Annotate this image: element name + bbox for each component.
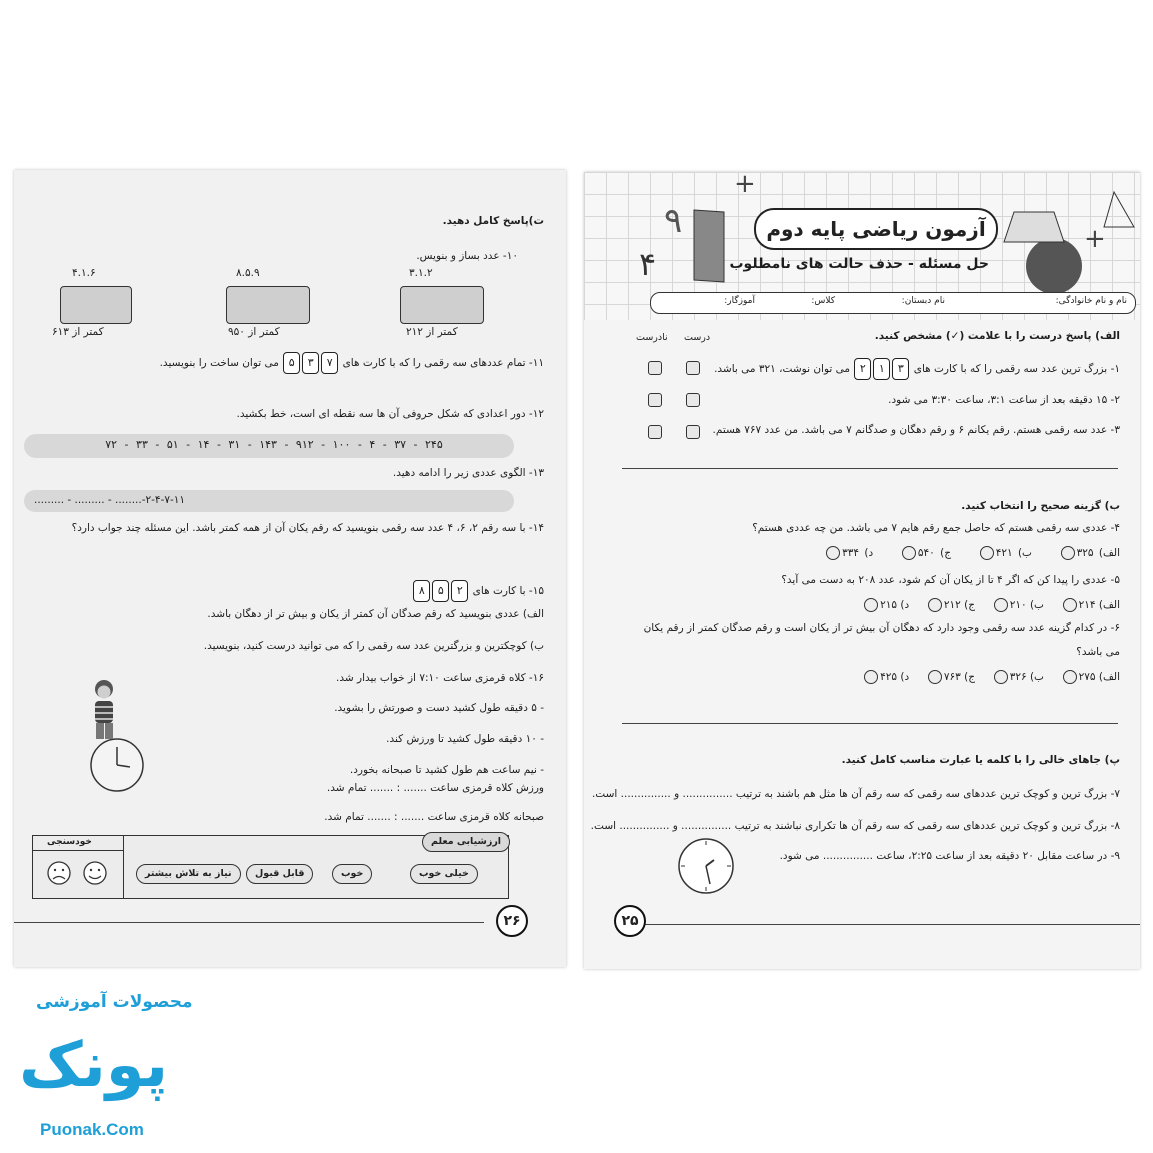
svg-text:+: + [734,172,756,199]
q6-radio-b[interactable] [994,670,1008,684]
q15-line [412,580,544,602]
q11-card: ۷ [321,352,338,374]
svg-text:+: + [1084,224,1106,254]
q10-digits-3: ۴.۱.۶ [72,267,96,279]
q11-line [160,352,544,374]
self-assessment-title: خودسنجی [47,837,92,847]
q16-line-2: - ۵ دقیقه طول کشید دست و صورتش را بشوید. [334,702,544,714]
q16-line-6[interactable]: صبحانه کلاه قرمزی ساعت ....... : ....... تمام شد. [324,811,544,823]
q6-option-a: الف) ۲۷۵ [1078,671,1120,683]
q3-true-checkbox[interactable] [686,425,700,439]
left-page [14,170,566,967]
field-teacher[interactable]: آموزگار: [724,296,755,306]
clock-icon [676,836,736,896]
q15-card: ۲ [451,580,468,602]
field-school[interactable]: نام دبستان: [901,296,945,306]
q6-radio-d[interactable] [864,670,878,684]
q2-false-checkbox[interactable] [648,393,662,407]
q7-text[interactable]: ۷- بزرگ ترین و کوچک ترین عددهای سه رقمی که سه رقم آن ها مثل هم باشند به ترتیب ............... و ............... است. [591,788,1120,800]
q14-text: ۱۴- با سه رقم ۲، ۶، ۴ عدد سه رقمی بنویسید که رقم یکان آن از همه کمتر باشد. این مسئله چند جواب دارد؟ [71,522,544,534]
q6-radio-c[interactable] [928,670,942,684]
right-page [584,172,1140,969]
footer-line [14,922,484,923]
q10-caption-2: کمتر از ۹۵۰ [228,326,280,338]
q15-before: ۱۵- با کارت های [472,585,544,597]
section-b-heading: ب) گزینه صحیح را انتخاب کنید. [961,500,1120,512]
evaluation-divider [123,836,124,898]
q15-a: الف) عددی بنویسید که رقم صدگان آن کمتر از یکان و بیش تر از دهگان باشد. [207,608,544,620]
q4-option-c: ج) ۵۴۰ [917,547,951,559]
q3-false-checkbox[interactable] [648,425,662,439]
field-class[interactable]: کلاس: [811,296,835,306]
student-info-bar [650,292,1136,314]
q1-true-checkbox[interactable] [686,361,700,375]
q5-radio-a[interactable] [1063,598,1077,612]
q10-answer-box-3[interactable] [60,286,132,324]
q8-text[interactable]: ۸- بزرگ ترین و کوچک ترین عددهای سه رقمی که سه رقم آن ها تکراری نباشند به ترتیب ............... و ............... است. [590,820,1120,832]
q4-radio-d[interactable] [826,546,840,560]
q15-b: ب) کوچکترین و بزرگترین عدد سه رقمی را که می توانید درست کنید، بنویسید. [203,640,544,652]
q1-false-checkbox[interactable] [648,361,662,375]
q5-option-d: د) ۲۱۵ [880,599,910,611]
q5-option-c: ج) ۲۱۲ [943,599,975,611]
section-divider-1 [622,468,1118,469]
section-a-heading: الف) پاسخ درست را با علامت (✓) مشخص کنید. [874,330,1120,342]
eval-option-acceptable[interactable]: قابل قبول [246,864,313,884]
q5-radio-d[interactable] [864,598,878,612]
q1-card: ۱ [873,358,890,380]
q11-card: ۵ [283,352,300,374]
q13-text: ۱۳- الگوی عددی زیر را ادامه دهید. [392,467,544,479]
happy-face-icon [84,862,106,884]
brand-tagline: محصولات آموزشی [36,992,193,1012]
page-number-26: ۲۶ [496,905,528,937]
exam-subtitle: حل مسئله - حذف حالت های نامطلوب [729,256,989,272]
q16-line-3: - ۱۰ دقیقه طول کشید تا ورزش کند. [386,733,544,745]
eval-option-very-good[interactable]: خیلی خوب [410,864,478,884]
q16-line-4: - نیم ساعت هم طول کشید تا صبحانه بخورد. [349,764,544,776]
q12-numbers[interactable]: ۲۴۵ - ۳۷ - ۴ - ۱۰۰ - ۹۱۲ - ۱۴۳ - ۳۱ - ۱۴ - ۵۱ - ۳۳ - ۷۲ [105,438,443,451]
q5-radio-b[interactable] [994,598,1008,612]
q11-after: می توان ساخت را بنویسید. [159,357,279,369]
q4-radio-a[interactable] [1061,546,1075,560]
q13-pattern[interactable]: ۲-۴-۷-۱۱-........ - ......... - ......... [34,494,186,506]
q6-text-2: می باشد؟ [1076,646,1120,658]
q6-option-c: ج) ۷۶۳ [943,671,975,683]
q2-text: ۲- ۱۵ دقیقه بعد از ساعت ۳:۱، ساعت ۳:۳۰ می شود. [888,394,1120,406]
q6-option-b: ب) ۳۲۶ [1009,671,1044,683]
q10-answer-box-1[interactable] [400,286,484,324]
teacher-evaluation-title: ارزشیابی معلم [422,832,510,852]
q6-radio-a[interactable] [1063,670,1077,684]
q5-option-b: ب) ۲۱۰ [1009,599,1044,611]
q4-options [824,546,1120,560]
q15-card: ۸ [413,580,430,602]
q11-card: ۳ [302,352,319,374]
brand-url[interactable]: Puonak.Com [40,1120,144,1139]
q10-caption-1: کمتر از ۲۱۲ [406,326,458,338]
q2-true-checkbox[interactable] [686,393,700,407]
page-number-25: ۲۵ [614,905,646,937]
section-divider-2 [622,723,1118,724]
q4-option-d: د) ۳۳۴ [842,547,874,559]
section-c-heading: پ) جاهای خالی را با کلمه یا عبارت مناسب کامل کنید. [841,754,1120,766]
q3-text: ۳- عدد سه رقمی هستم. رقم یکانم ۶ و رقم دهگان و صدگانم ۷ می باشد. من عدد ۷۶۷ هستم. [712,424,1120,436]
field-full-name[interactable]: نام و نام خانوادگی: [1055,296,1127,306]
col-true-label: درست [684,332,711,343]
self-assessment-faces [43,858,113,888]
exam-title: آزمون ریاضی پایه دوم [754,208,998,250]
q4-option-a: الف) ۳۲۵ [1076,547,1120,559]
q6-options [862,670,1120,684]
q11-before: ۱۱- تمام عددهای سه رقمی را که با کارت های [342,357,544,369]
footer-line-right [644,924,1140,925]
q16-line-5[interactable]: ورزش کلاه قرمزی ساعت ....... : ....... تمام شد. [326,782,544,794]
q9-text[interactable]: ۹- در ساعت مقابل ۲۰ دقیقه بعد از ساعت ۲:۲۵، ساعت ............... می شود. [779,850,1120,862]
svg-text:۴: ۴ [639,245,657,283]
q5-option-a: الف) ۲۱۴ [1078,599,1120,611]
svg-text:۹: ۹ [664,201,683,241]
q5-text: ۵- عددی را پیدا کن که اگر ۴ تا از یکان آن کم شود، عدد ۲۰۸ به دست می آید؟ [781,574,1120,586]
q6-text: ۶- در کدام گزینه عدد سه رقمی وجود دارد که دهگان آن بیش تر از یکان است و رقم صدگان کمتر از رقم یکان [643,622,1120,634]
q1-line [714,358,1120,380]
eval-option-good[interactable]: خوب [332,864,372,884]
q10-text: ۱۰- عدد بساز و بنویس. [416,250,518,262]
q4-radio-b[interactable] [980,546,994,560]
q1-card: ۳ [892,358,909,380]
q4-text: ۴- عددی سه رقمی هستم که حاصل جمع رقم هایم ۷ می باشد. من چه عددی هستم؟ [752,522,1120,534]
q12-text: ۱۲- دور اعدادی که شکل حروفی آن ها سه نقطه ای است، خط بکشید. [236,408,544,420]
q15-card: ۵ [432,580,449,602]
q10-caption-3: کمتر از ۶۱۳ [52,326,104,338]
q10-digits-1: ۳.۱.۲ [409,267,433,279]
boy-on-clock-illustration [82,675,152,795]
sad-face-icon [48,862,70,884]
q10-answer-box-2[interactable] [226,286,310,324]
q16-line-1: ۱۶- کلاه قرمزی ساعت ۷:۱۰ از خواب بیدار شد. [336,672,544,684]
brand-logo: پونک [19,1028,168,1101]
self-eval-divider [33,850,123,851]
section-heading-t: ت)پاسخ کامل دهید. [442,215,544,227]
q1-after: می توان نوشت، ۳۲۱ می باشد. [714,363,851,375]
eval-option-needs-effort[interactable]: نیاز به تلاش بیشتر [136,864,241,884]
q5-radio-c[interactable] [928,598,942,612]
q10-digits-2: ۸.۵.۹ [236,267,260,279]
col-false-label: نادرست [636,332,668,343]
q4-option-b: ب) ۴۲۱ [995,547,1032,559]
q5-options [862,598,1120,612]
q1-before: ۱- بزرگ ترین عدد سه رقمی را که با کارت های [913,363,1120,375]
q1-card: ۲ [854,358,871,380]
q4-radio-c[interactable] [902,546,916,560]
q6-option-d: د) ۴۲۵ [880,671,910,683]
